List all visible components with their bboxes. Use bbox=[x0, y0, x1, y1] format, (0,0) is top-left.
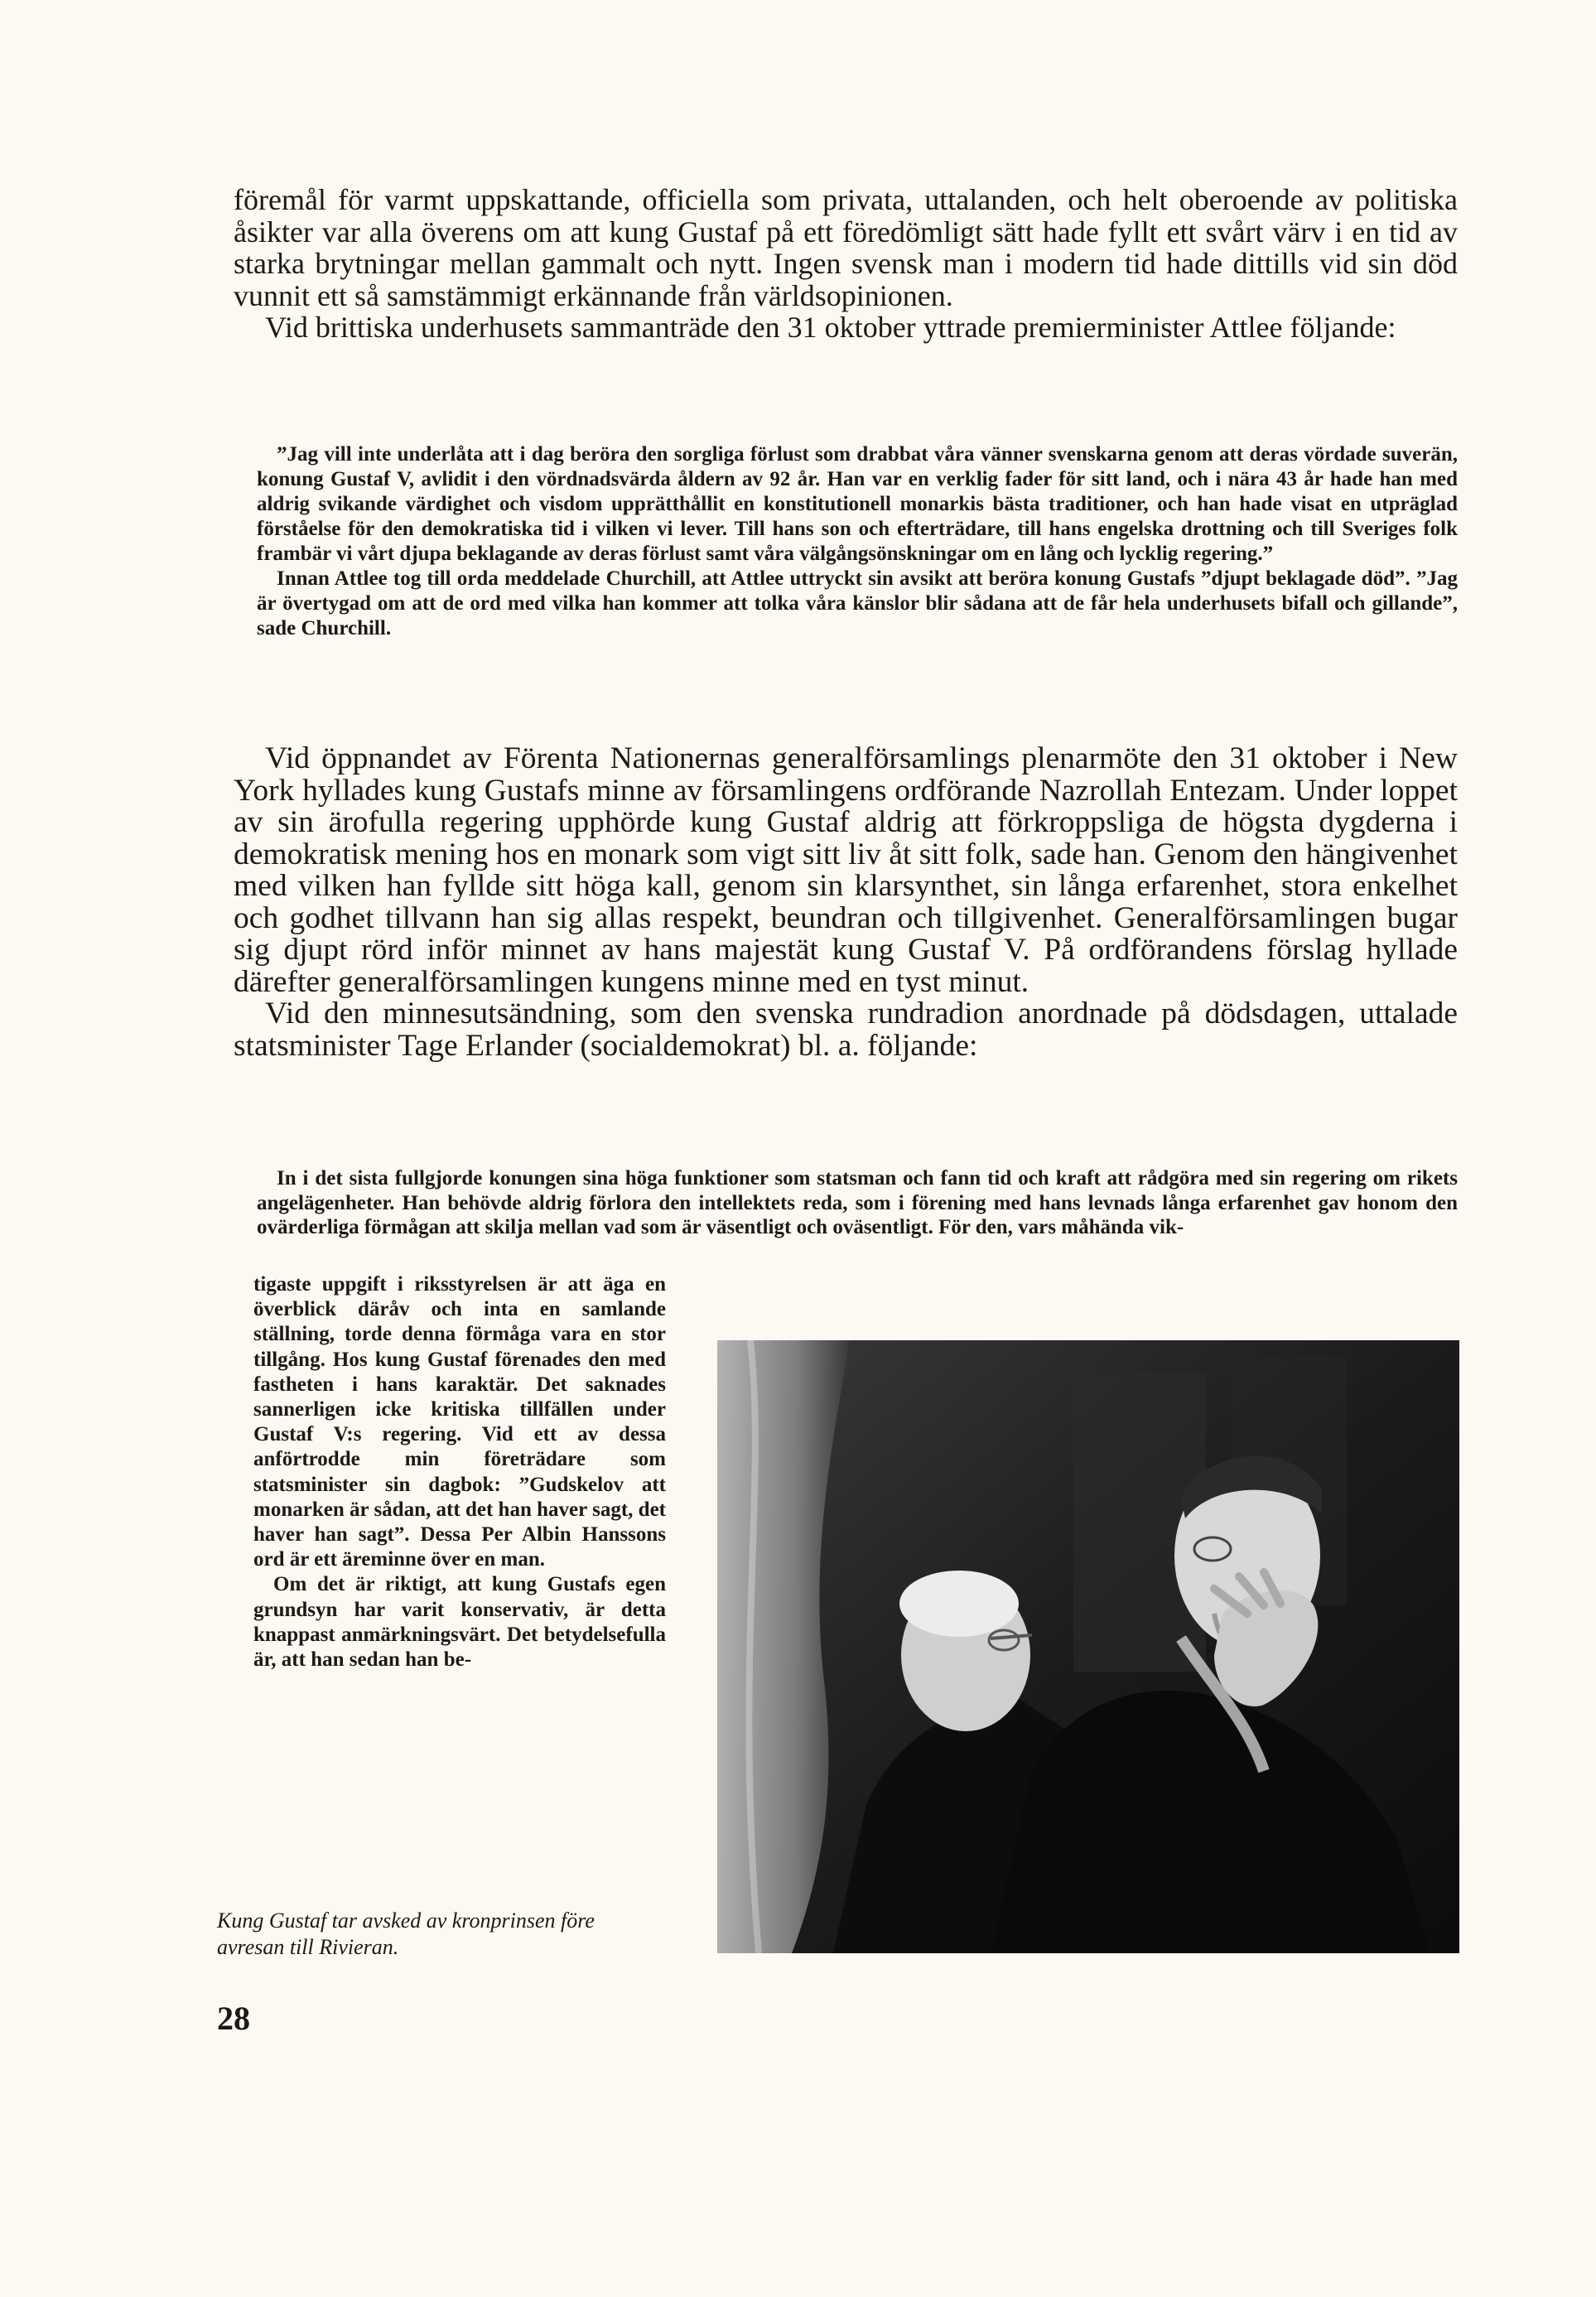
photograph-image bbox=[717, 1340, 1459, 1953]
quote-paragraph: Innan Attlee tog till orda meddelade Churchill, att Attlee uttryckt sin avsikt att beröra konung Gustafs ”djupt beklagade död”. ”Jag är övertygad om att de ord med vilka han kommer att tolka våra känslor blir sådana att de får hela underhusets bifall och gillande”, sade Churchill. bbox=[257, 567, 1458, 639]
body-text bbox=[234, 743, 1458, 1062]
quote-paragraph: In i det sista fullgjorde konungen sina höga funktioner som statsman och fann tid och kraft att rådgöra med sin regering om rikets angelägenheter. Han behövde aldrig förlora den intellektets reda, som i förening med hans levnads långa erfarenhet gav honom den ovärderliga förmågan att skilja mellan vad som är väsentligt och oväsentligt. För den, vars måhända vik- bbox=[257, 1167, 1458, 1239]
erlander-quote-column bbox=[253, 1272, 666, 1672]
intro-text bbox=[234, 184, 1458, 344]
body-paragraph: Vid öppnandet av Förenta Nationernas generalförsamlings plenarmöte den 31 oktober i New York hyllades kung Gustafs minne av församlingens ordförande Nazrollah Entezam. Under loppet av sin ärofulla regering upphörde kung Gustaf aldrig att förkroppsliga de högsta dygderna i demokratisk mening hos en monark som vigt sitt liv åt sitt folk, sade han. Genom den hängivenhet med vilken han fyllde sitt höga kall, genom sin klarsynthet, sin långa erfarenhet, stora enkelhet och godhet tillvann han sig allas respekt, beundran och tillgivenhet. Generalförsamlingen bugar sig djupt rörd inför minnet av hans majestät kung Gustaf V. På ordförandens förslag hyllade därefter generalförsamlingen kungens minne med en tyst minut. bbox=[234, 741, 1458, 999]
intro-paragraph: Vid brittiska underhusets sammanträde den 31 oktober yttrade premierminister Attlee följande: bbox=[265, 311, 1396, 344]
erlander-quote-lead bbox=[257, 1166, 1458, 1240]
photo-caption: Kung Gustaf tar avsked av kronprinsen före avresan till Rivieran. bbox=[217, 1909, 595, 1959]
page-number: 28 bbox=[217, 2000, 250, 2037]
body-paragraph: Vid den minnesutsändning, som den svenska rundradion anordnade på dödsdagen, uttalade statsminister Tage Erlander (socialdemokrat) bl. a. följande: bbox=[234, 996, 1458, 1063]
attlee-quote bbox=[257, 442, 1458, 641]
quote-paragraph: ”Jag vill inte underlåta att i dag beröra den sorgliga förlust som drabbat våra vänner svenskarna genom att deras vördade suverän, konung Gustaf V, avlidit i den vördnadsvärda åldern av 92 år. Han var en verklig fader för sitt land, och i nära 43 år hade han med aldrig svikande värdighet och visdom upprätthållit en konstitutionell monarkis bästa traditioner, och han hade visat en utpräglad förståelse för den demokratiska tid i vilken vi lever. Till hans son och efterträdare, till hans engelska drottning och till Sveriges folk frambär vi vårt djupa beklagande av deras förlust samt våra välgångsönskningar om en lång och lycklig regering.” bbox=[257, 443, 1458, 565]
intro-paragraph: föremål för varmt uppskattande, officiella som privata, uttalanden, och helt oberoende av politiska åsikter var alla överens om att kung Gustaf på ett föredömligt sätt hade fyllt ett svårt värv i en tid av starka brytningar mellan gammalt och nytt. Ingen svensk man i modern tid hade dittills vid sin död vunnit ett så samstämmigt erkännande från världsopinionen. bbox=[234, 183, 1458, 312]
photograph bbox=[717, 1340, 1459, 1953]
quote-paragraph: tigaste uppgift i riksstyrelsen är att äga en överblick däråv och inta en samlande ställning, torde denna förmåga vara en stor tillgång. Hos kung Gustaf förenades den med fastheten i hans karaktär. Det saknades sannerligen icke kritiska tillfällen under Gustaf V:s regering. Vid ett av dessa anförtrodde min företrädare som statsminister sin dagbok: ”Gudskelov att monarken är sådan, att det han haver sagt, det haver han sagt”. Dessa Per Albin Hanssons ord är ett äreminne över en man. bbox=[253, 1273, 666, 1571]
quote-paragraph: Om det är riktigt, att kung Gustafs egen grundsyn har varit konservativ, är detta knappast anmärkningsvärt. Det betydelsefulla är, att han sedan han be- bbox=[253, 1573, 666, 1672]
